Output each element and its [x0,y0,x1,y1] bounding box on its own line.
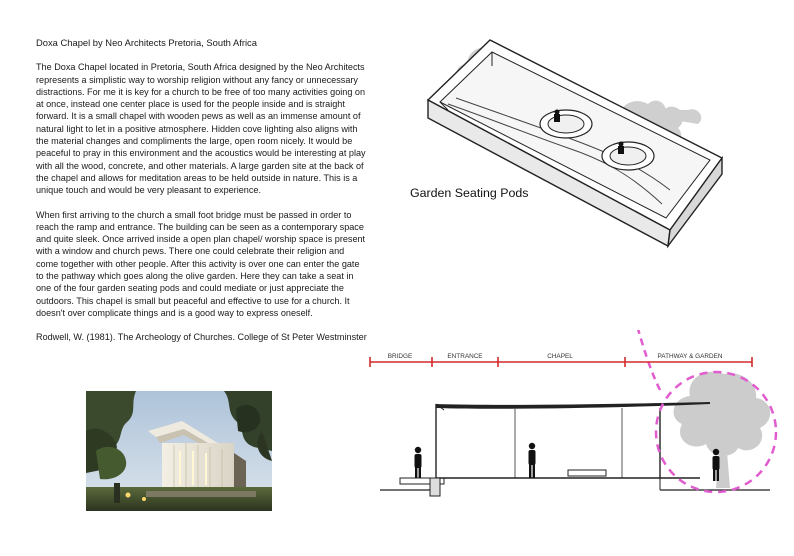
reference-citation: Rodwell, W. (1981). The Archeology of Churches. College of St Peter Westminster [36,332,367,343]
zone-bar [370,353,752,367]
person-figure-chapel [529,443,536,478]
zone-label-pathway-garden: PATHWAY & GARDEN [657,353,723,360]
garden-pods-caption: Garden Seating Pods [410,186,529,200]
description-column [36,37,368,356]
garden-pods-axonometric [418,14,728,249]
description-paragraph-1: The Doxa Chapel located in Pretoria, South Africa designed by the Neo Architects represents a simplistic way to worship religion without any fancy or unnecessary distractions. For me it is key for a church to be free of too many activities going on at once, instead one center place is used for the people inside and is straight forward. It is a small chapel with wooden pews as well as an immense amount of natural light to let in a positive atmosphere. Hidden cove lighting also aligns with the material changes and compliments the large, open room nicely. It would be peaceful to pray in this environment and the acoustics would be interesting at play with all the wood, concrete, and other materials. A large garden site at the back of the chapel and allows for meditation areas to be held outside in nature. This is a unique touch and would be very pleasant to experience. [36,62,366,196]
description-paragraph-2: When first arriving to the church a small foot bridge must be passed in order to reach the ramp and entrance. The building can be seen as a contemporary space and quite sleek. Once arrived inside a open plan chapel/ worship space is present with a window and church pews. There one could celebrate their religion and come together with other people. After this activity is over one can enter the gate to the pathway which goes along the olive garden. Here they can take a seat in one of the four garden seating pods and could mediate or just appreciate the outdoors. This chapel is small but peaceful and effective to use for a church. It doesn't over complicate things and is a good way to express oneself. [36,209,366,318]
chapel-photo [86,391,272,511]
page-title: Doxa Chapel by Neo Architects Pretoria, South Africa [36,37,257,48]
zone-label-bridge: BRIDGE [387,353,413,360]
highlight-arrow [610,330,660,390]
garden-tree-silhouette [674,372,771,488]
person-figure-bridge [415,447,422,478]
person-figure-garden [713,449,720,481]
seating-pod-2 [602,142,654,171]
zone-label-entrance: ENTRANCE [447,353,483,360]
seating-pod-1 [540,110,592,139]
zone-label-chapel: CHAPEL [547,353,573,360]
chapel-section-diagram [360,330,790,530]
